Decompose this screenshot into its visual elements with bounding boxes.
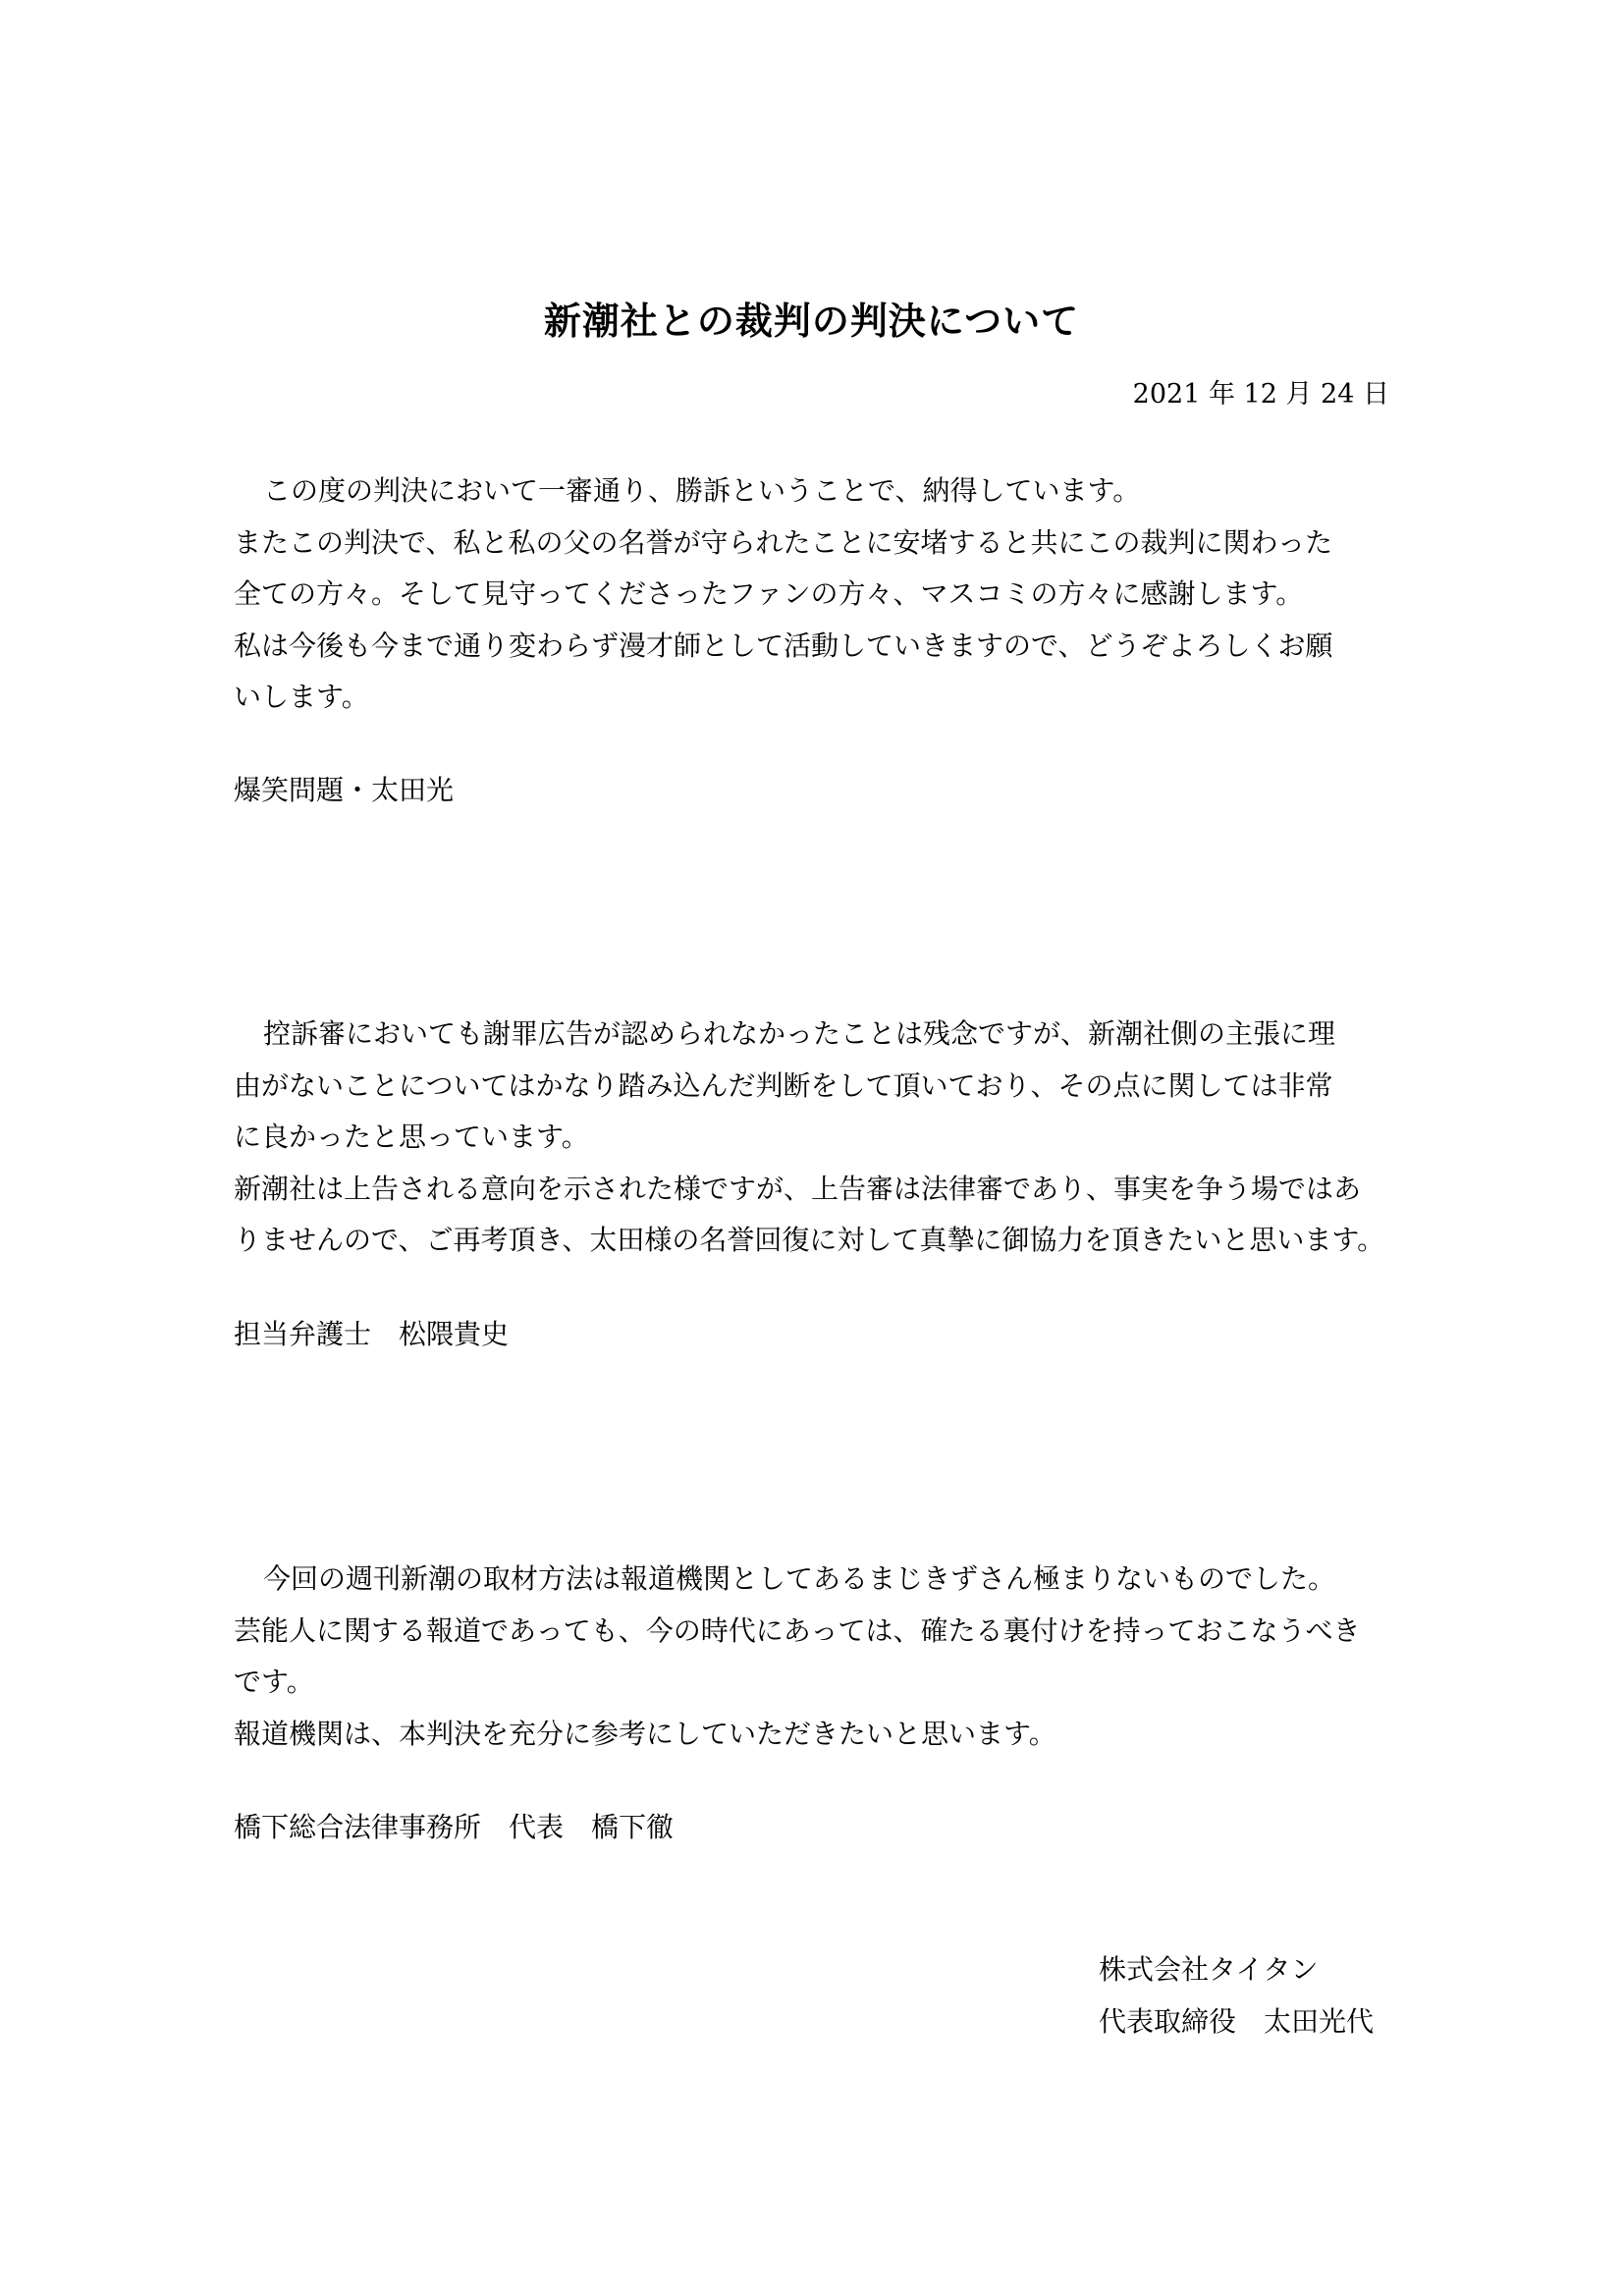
document-title: 新潮社との裁判の判決について <box>543 299 1080 343</box>
statement-line: いします。 <box>234 681 369 713</box>
statement-ota <box>234 465 1412 724</box>
statement-lawyer-matsukuma <box>234 1009 1412 1267</box>
statement-line: 今回の週刊新潮の取材方法は報道機関としてあるまじきずさん極まりないものでした。 <box>263 1562 1336 1595</box>
company-representative: 代表取締役 太田光代 <box>1099 2005 1375 2038</box>
statement-line: 全ての方々。そして見守ってくださったファンの方々、マスコミの方々に感謝します。 <box>234 577 1304 610</box>
statement-line: 控訴審においても謝罪広告が認められなかったことは残念ですが、新潮社側の主張に理 <box>263 1017 1336 1050</box>
company-name: 株式会社タイタン <box>1099 1953 1319 1986</box>
statement-line: です。 <box>234 1666 314 1698</box>
document-date: 2021 年 12 月 24 日 <box>1132 379 1389 410</box>
statement-line: りませんので、ご再考頂き、太田様の名誉回復に対して真摯に御協力を頂きたいと思います。 <box>234 1224 1385 1256</box>
statement-line: この度の判決において一審通り、勝訴ということで、納得しています。 <box>263 474 1141 507</box>
statement-line: 新潮社は上告される意向を示された様ですが、上告審は法律審であり、事実を争う場ではあ <box>234 1172 1362 1205</box>
signature-hashimoto: 橋下総合法律事務所 代表 橋下徹 <box>234 1811 675 1843</box>
statement-line: 由がないことについてはかなり踏み込んだ判断をして頂いており、その点に関しては非常 <box>234 1068 1333 1102</box>
statement-line: に良かったと思っています。 <box>234 1121 589 1153</box>
statement-line: 報道機関は、本判決を充分に参考にしていただきたいと思います。 <box>234 1717 1056 1750</box>
signature-ota: 爆笑問題・太田光 <box>234 774 455 806</box>
statement-hashimoto <box>234 1554 1412 1760</box>
signature-matsukuma: 担当弁護士 松隈貴史 <box>234 1318 510 1350</box>
statement-line: 私は今後も今まで通り変わらず漫才師として活動していきますので、どうぞよろしくお願 <box>234 629 1333 662</box>
statement-line: 芸能人に関する報道であっても、今の時代にあっては、確たる裏付けを持っておこなうべき <box>234 1613 1361 1647</box>
statement-line: またこの判決で、私と私の父の名誉が守られたことに安堵すると共にこの裁判に関わった <box>234 525 1333 559</box>
